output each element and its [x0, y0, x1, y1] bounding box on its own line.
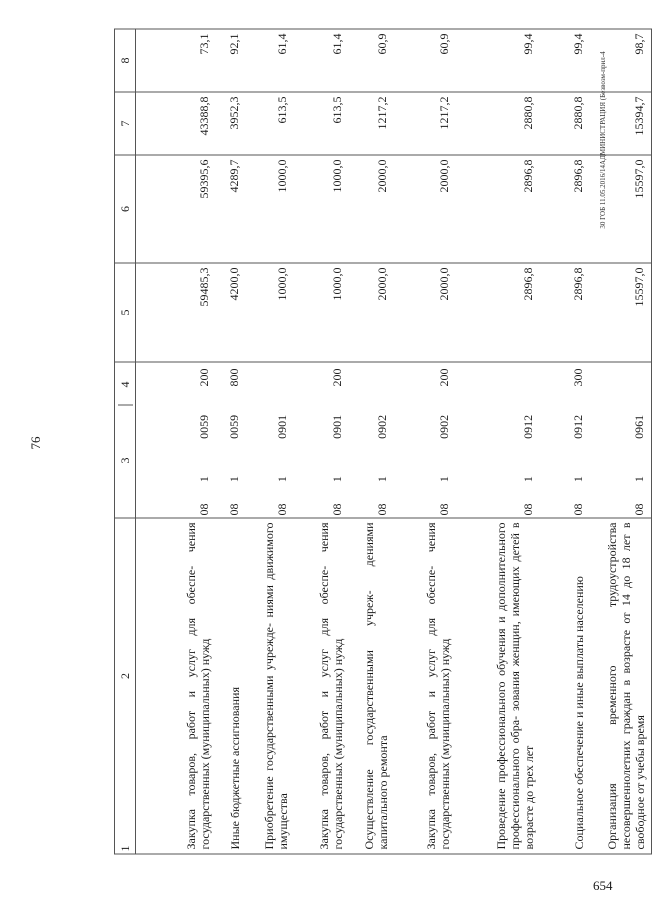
value-percent: 61,4: [245, 29, 293, 92]
value-executed: 613,5: [293, 92, 348, 155]
header-col-7: 7: [114, 92, 135, 155]
value-plan: 4200,0: [215, 263, 245, 362]
value-plan: 1000,0: [245, 263, 293, 362]
value-percent: 60,9: [393, 29, 455, 92]
code-article: 0901: [329, 414, 343, 439]
header-row: [114, 29, 135, 854]
value-revised: 59395,6: [135, 155, 215, 263]
row-codes: [589, 362, 651, 518]
budget-table: [114, 28, 652, 854]
code-article: 0912: [570, 414, 584, 439]
code-article: 0901: [274, 414, 288, 439]
value-plan: 2896,8: [455, 263, 539, 362]
value-plan: 1000,0: [293, 263, 348, 362]
row-name: Организация временного трудоустройства несовершеннолетних граждан в возрасте от 14 до 18 лет в свободное от учебы время: [589, 518, 651, 854]
table-row: [393, 29, 455, 854]
header-col-6: 6: [114, 155, 135, 263]
header-col-4: 4: [117, 364, 132, 405]
value-plan: 2000,0: [393, 263, 455, 362]
code-subsection: 1: [631, 475, 646, 482]
row-name: Социальное обеспечение и иные выплаты населению: [539, 518, 589, 854]
value-revised: 1000,0: [293, 155, 348, 263]
row-codes: [348, 362, 393, 518]
table-row: [539, 29, 589, 854]
value-plan: 59485,3: [135, 263, 215, 362]
value-executed: 1217,2: [348, 92, 393, 155]
row-name: Проведение профессионального обучения и дополнительного профессионального обра- зования женщин, имеющих детей в возрасте до трех лет: [455, 518, 539, 854]
value-plan: 15597,0: [589, 263, 651, 362]
code-article: 0902: [374, 414, 388, 439]
value-percent: 99,4: [455, 29, 539, 92]
footer-number: 654: [593, 878, 613, 893]
value-percent: 60,9: [348, 29, 393, 92]
row-codes: [135, 362, 215, 518]
code-section: 08: [274, 503, 288, 515]
value-revised: 2000,0: [393, 155, 455, 263]
code-type: 200: [329, 368, 343, 387]
header-col-8: 8: [114, 29, 135, 92]
row-codes: [293, 362, 348, 518]
value-percent: 98,7: [589, 29, 651, 92]
value-percent: 92,1: [215, 29, 245, 92]
row-codes: [393, 362, 455, 518]
table-row: [455, 29, 539, 854]
row-name: Осуществление государственными учреж- дениями капитального ремонта: [348, 518, 393, 854]
value-executed: 3952,3: [215, 92, 245, 155]
code-subsection: 1: [436, 475, 450, 482]
header-col-3: 3: [117, 457, 131, 463]
code-type: 200: [196, 368, 210, 387]
header-col-5: 5: [114, 263, 135, 362]
table-row: [135, 29, 215, 854]
code-type: 300: [570, 368, 584, 387]
code-section: 08: [329, 503, 343, 515]
value-executed: 43388,8: [135, 92, 215, 155]
header-cell: [114, 518, 135, 854]
value-executed: 613,5: [245, 92, 293, 155]
value-revised: 1000,0: [245, 155, 293, 263]
row-codes: [215, 362, 245, 518]
value-executed: 1217,2: [393, 92, 455, 155]
table-row: [589, 29, 651, 854]
value-revised: 2000,0: [348, 155, 393, 263]
code-subsection: 1: [226, 475, 240, 482]
value-revised: 4289,7: [215, 155, 245, 263]
value-percent: 73,1: [135, 29, 215, 92]
value-executed: 2880,8: [539, 92, 589, 155]
page-number: 76: [28, 436, 43, 450]
row-name: Иные бюджетные ассигнования: [215, 518, 245, 854]
code-subsection: 1: [374, 475, 388, 482]
code-subsection: 1: [329, 475, 343, 482]
value-percent: 61,4: [293, 29, 348, 92]
code-subsection: 1: [274, 475, 288, 482]
value-percent: 99,4: [539, 29, 589, 92]
header-cell: [114, 362, 135, 518]
code-article: 0961: [631, 414, 646, 439]
row-codes: [539, 362, 589, 518]
code-article: 0059: [196, 414, 210, 439]
code-subsection: 1: [520, 475, 534, 482]
code-section: 08: [631, 503, 646, 515]
value-revised: 2896,8: [455, 155, 539, 263]
row-codes: [245, 362, 293, 518]
value-revised: 2896,8: [539, 155, 589, 263]
header-col-1: 1: [117, 845, 131, 851]
value-plan: 2896,8: [539, 263, 589, 362]
header-col-2: 2: [117, 672, 131, 679]
table-row: [245, 29, 293, 854]
code-section: 08: [374, 503, 388, 515]
code-type: 200: [436, 368, 450, 387]
row-name: Приобретение государственными учрежде- ниями движимого имущества: [245, 518, 293, 854]
value-executed: 2880,8: [455, 92, 539, 155]
code-section: 08: [226, 503, 240, 515]
code-article: 0912: [520, 414, 534, 439]
row-name: Закупка товаров, работ и услуг для обеспе- чения государственных (муниципальных) нужд: [293, 518, 348, 854]
code-subsection: 1: [196, 475, 210, 482]
side-note: 30 ГОБ 11.05.2016/14АДМИНИСТРАЦИЯ (Безвозм-прил-4: [599, 51, 607, 229]
code-section: 08: [436, 503, 450, 515]
code-section: 08: [570, 503, 584, 515]
row-codes: [455, 362, 539, 518]
row-name: Закупка товаров, работ и услуг для обеспе- чения государственных (муниципальных) нужд: [393, 518, 455, 854]
code-article: 0059: [226, 414, 240, 439]
code-subsection: 1: [570, 475, 584, 482]
value-revised: 15597,0: [589, 155, 651, 263]
table-row: [348, 29, 393, 854]
value-plan: 2000,0: [348, 263, 393, 362]
value-executed: 15394,7: [589, 92, 651, 155]
code-section: 08: [520, 503, 534, 515]
table-row: [293, 29, 348, 854]
code-type: 800: [226, 368, 240, 387]
code-article: 0902: [436, 414, 450, 439]
code-section: 08: [196, 503, 210, 515]
table-row: [215, 29, 245, 854]
row-name: Закупка товаров, работ и услуг для обеспе- чения государственных (муниципальных) нужд: [135, 518, 215, 854]
